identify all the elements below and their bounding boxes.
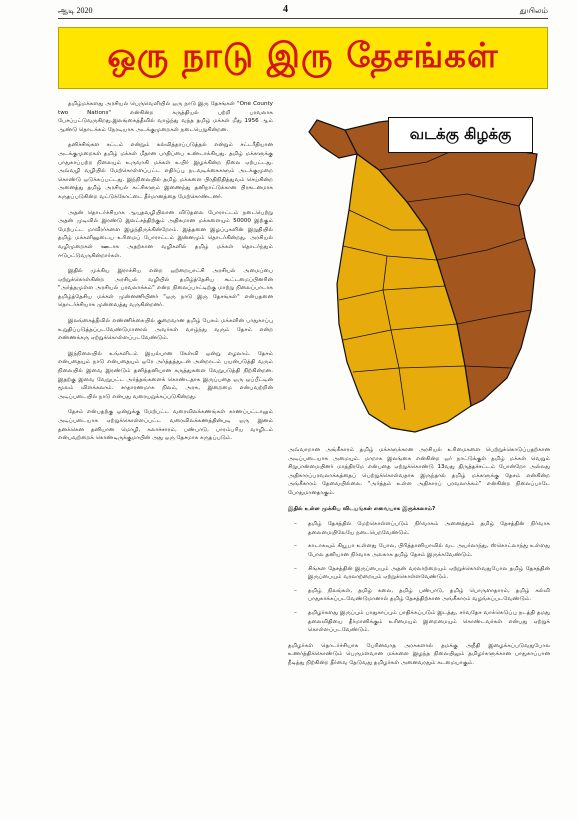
left-paragraph: இலங்கைத்தீவில் எண்ணிக்கையில் குறைவான தமிழ் பேசும் மக்களின் பாதுகாப்பு உறுதிப்படுத்தப்படவேண்டுமானால் அவர்கள் வாழ்ந்து வரும் தேசம் என்ற எண்ணக்கரு ஏற்றுக்கொள்ளப்படவேண்டும்.: [58, 318, 273, 342]
left-paragraph: தமிழ்மக்களது அரசியல் பெருவெளியில் ஒரு நாடு இரு தேசங்கள் "One County two Nations" என்கின்ற கருத்தியல் பற்றி பரவலாக பேசப்பட்டுவருகிறது.இலங்கைத்தீவில் வாழ்ந்து வந்த தமிழ் மக்கள் மீது 1956 ஆம் ஆண்டு தொடக்கம் நேரடியாக அடக்குமுறைகள் நடைபெறுகின்றன.: [58, 101, 273, 133]
headline: ஒரு நாடு இரு தேசங்கள்: [107, 36, 499, 76]
left-paragraph: அதன் தொடர்ச்சியாக ஆயுதவழியிலான விடுதலை போராட்டம் நடைபெற்று அதன் முடிவில் இரண்டு இலட்சத்திற்கும் அதிகமான மக்களையும் 50000 இற்கும் மேற்பட்ட மாவீரர்களை இழந்திருக்கின்றோம். இத்தனை இழப்புகளின் இறுதியில் தமிழ் மக்களினுடைய உரிமைப் போராட்டம் இன்னமும் தொடர்கின்றது. அரசியல் வழிமுறைகள் ஊடாக அதற்கான வழிகளில் தமிழ் மக்கள் தொடர்ந்தும் ஈடுபட்டுவருகின்றார்கள்.: [58, 209, 273, 259]
page-header: [58, 4, 548, 18]
article-left-column: [58, 100, 273, 810]
right-paragraph: அவ்வாறான அங்கீகாரம் தமிழ் மக்களுக்கான அரசியல் உரிமைகளை பெற்றுக்கொடுப்பதற்கான அடிப்படையாக அமையும். மாறாக இலங்கை என்கின்ற ஒர் நாட்டுக்குள் தமிழ் மக்கள் வெறும் சிறுபான்மையினர் மாத்திரமே என்பதை ஏற்றுக்கொண்டு 13வது திருத்தச்சட்டம் போன்றோ அல்லது அதிகாரப்பரவலாக்கத்தைப் பெற்றுக்கொள்வதாக இருந்தால் தமிழ் மக்களுக்கு தேசம் என்கின்ற அங்கீகாரம் தேவையில்லை. "அர்த்தம் உள்ள அதிகாரப் பரவலாக்கம்" என்கின்ற நிலைப்பாடே போதுமானதாகும்.: [288, 447, 550, 496]
map-title-box: [388, 117, 533, 153]
closing-paragraph: தமிழர்கள் தொடர்ச்சியாக பேரினவாத அரசுகளால் தமக்கு அநீதி இழைக்கப்படுவதுபோல உணர்த்திக்கொண்டும் பெருமளவான மக்களை இழந்த நிலையிலும் தமிழர்களுக்கான பாதுகாப்பான நீடித்து நிற்கின்ற தீர்வை தேடுவது தமிழர்கள் அனைவரதும் கடமையாகும்.: [288, 642, 550, 666]
page-number: 4: [283, 4, 288, 15]
key-points-list: [288, 520, 550, 635]
list-item: – சிங்கள தேசத்தின் இருப்பையும் அதன் வரலாற்றையும் ஏற்றுக்கொள்வதுபோல தமிழ் தேசத்தின் இருப்பையும் வரலாற்றையும் ஏற்றுக்கொள்ளவேண்டும்.: [288, 565, 550, 582]
headline-banner: [58, 27, 548, 89]
list-item: – தமிழ் தேசத்தில் மேற்கொள்ளப்படும் நிர்வாகம் அனைத்தும் தமிழ் தேசத்தின் நிர்வாக தலைமையிலேயே நடைபெறவேண்டும்.: [288, 520, 550, 537]
left-paragraph: இந்நிலையில் உங்களிடம் இயல்பான கேள்வி ஒன்று எழலாம். தேசம் என்பதையும் நாடு என்பதையும் ஒரே அர்த்தத்துடன் அன்றாடம் பயன்படுத்தி வரும் நிலையில் இவை இரண்டும் தனித்தனியான கருத்துகளை வேறுபடுத்தி நிற்கின்றன. இதற்கு இவை வேறுபட்ட அர்த்தங்களைக் கொண்டதாக இருப்பதை ஒரு ஒப்பீட்டின் மூலம் விளக்கலாம். சாதாரணமாக நிலம், அரசு, இறைமை என்பவற்றின் அடிப்படையில் நாடு என்பது வரையறுக்கப்படுகின்றது.: [58, 350, 273, 400]
map-region-peninsula: [309, 120, 357, 158]
list-item: – காடாகவும் கியூபா உள்ளது போல, பிரித்தானியாவில் வட அயர்லாந்து, ஸ்கொட்லாந்து உள்ளது போல தனியான நிர்வாக அலகாக தமிழ் தேசம் இருக்கவேண்டும்.: [288, 542, 550, 559]
issue-date: ஆடி 2020: [58, 6, 93, 15]
header-divider: [58, 18, 548, 19]
right-subheading: இதில் உள்ள முக்கிய விடயங்கள் எவையாக இருக்கலாம்?: [288, 505, 436, 512]
list-item: – தமிழர்களது இருப்பும் பாதுகாப்பும் பாதிக்கப்படும் இடத்து, சர்வதேச வாக்கெடுப்பு நடத்தி தமது தலைவிதியை தீர்மானிக்கும் உரிமையும் இறைமையும் கொண்டவர்கள் என்பது ஏற்றுக் கொள்ளப்படவேண்டும்.: [288, 609, 550, 635]
map-title: வடக்கு கிழக்கு: [409, 125, 512, 143]
left-paragraph: தேசம் என்பதற்கு ஒன்றுக்கு மேற்பட்ட வரைவிலக்கணங்கள் காணப்பட்டாலும் அடிப்படையாக ஏற்றுக்கொள்ளப்பட்ட வரைவிலக்கணத்தின்படி ஒரு இனம் தனக்கென தனியான மொழி, கலாச்சாரம், பண்பாடு, பாரம்பரிய வாழிடம் என்பவற்றைக் கொண்டிருக்குமாயின் அது ஒரு தேசமாக கருதப்படும்.: [58, 409, 273, 442]
sri-lanka-map: [287, 110, 549, 442]
publication-name: துயிலம்: [519, 6, 548, 15]
list-item: – தமிழ் நிலங்கள், தமிழ் கலை, தமிழ் பண்பாடு, தமிழ் பொருளாதாரம், தமிழ் கல்வி பாதுகாக்கப்படவேண்டுமானால் தமிழ் தேசத்திற்கான அங்கீகாரம் வழங்கப்படவேண்டும்.: [288, 587, 550, 604]
left-paragraph: தனிச்சிங்கள சட்டம் என்றும் கல்வித்தரப்படுத்தல் என்றும் சட்டரீதியான அடக்குமுறைகள் தமிழ் மக்கள் மீதான பாதிப்பை உண்டாக்கியது. தமிழ் மக்களுக்கு பாதுகாப்பற்ற நிலையும் உருவாகி மக்கள் உயிர் இழக்கின்ற நிலை ஏற்பட்டது. அவ்வழி வழியில் மேற்கொள்ளப்பட்ட எதிர்ப்பு நடவடிக்கைகளும் அடக்குமுறை கொண்டு ஒடுக்கப்பட்டது. இந்நிலையில் தமிழ் மக்களை பிரதிநிதித்துவம் செய்கின்ற அனைத்து தமிழ் அரசியல் கட்சிகளும் இணைந்து தனிநாட்டுக்கான பிரகடனமாக கருதப்படுகின்ற வட்டுக்கோட்டை தீர்மானத்தை மேற்கொண்டனர்.: [58, 142, 273, 200]
article-right-column: [288, 446, 550, 816]
left-paragraph: இதில் முக்கிய இராச்சிய என்ற ஒற்றையாட்சி அரசியல் அமைப்பை ஏற்றுக்கொள்கின்ற அரசியல் வழியில் தமிழ்த்தேசிய கூட்டமைப்பினரின் "அர்த்தமுள்ள அரசியல் பரவலாக்கம்" என்ற நிலைப்பாட்டிற்கு மாற்று நிலைப்பாடாக தமிழ்த்தேசிய மக்கள் முன்னணியினர் "ஒரு நாடு இரு தேசங்கள்" என்பதனை தொடர்ச்சியாக முன்வைத்து வருகின்றனர்.: [58, 268, 273, 309]
